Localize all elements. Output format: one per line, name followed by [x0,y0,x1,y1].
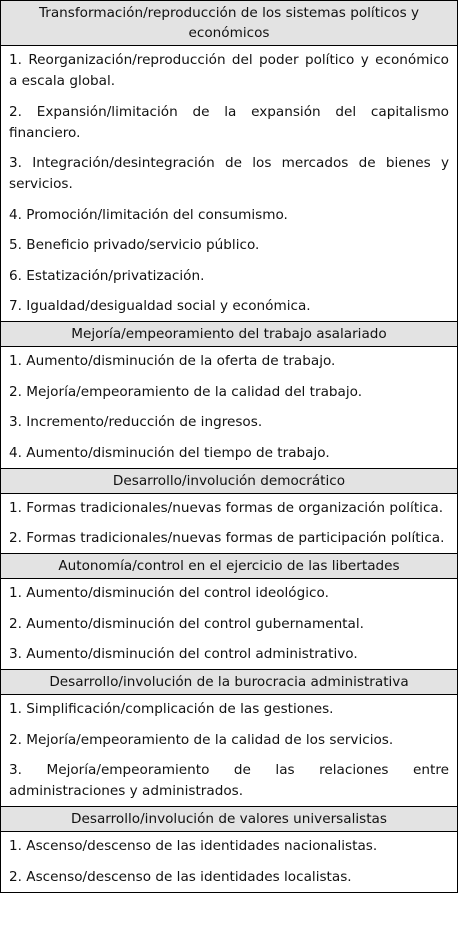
section-heading-trabajo: Mejoría/empeoramiento del trabajo asalariado [1,321,457,347]
list-item: 3. Incremento/reducción de ingresos. [9,414,263,430]
list-item: 1. Reorganización/reproducción del poder político y económico a escala global. [9,52,449,89]
list-item: 1. Simplificación/complicación de las gestiones. [9,701,334,717]
list-item: 1. Aumento/disminución de la oferta de trabajo. [9,353,336,369]
list-item: 7. Igualdad/desigualdad social y económica. [9,298,311,314]
list-item: 2. Mejoría/empeoramiento de la calidad del trabajo. [9,383,363,400]
list-item: 4. Aumento/disminución del tiempo de trabajo. [9,444,330,461]
section-heading-burocracia: Desarrollo/involución de la burocracia administrativa [1,669,457,695]
section-items-politico-economico [1,46,457,321]
list-item: 2. Formas tradicionales/nuevas formas de participación política. [9,530,445,546]
list-item: 3. Integración/desintegración de los mercados de bienes y servicios. [9,155,449,192]
section-items-trabajo [1,347,457,468]
section-heading-valores: Desarrollo/involución de valores universalistas [1,806,457,832]
list-item: 2. Ascenso/descenso de las identidades localistas. [9,868,352,885]
list-item: 1. Ascenso/descenso de las identidades nacionalistas. [9,838,378,854]
list-item: 1. Aumento/disminución del control ideológico. [9,585,329,601]
section-heading-democratico: Desarrollo/involución democrático [1,468,457,494]
list-item: 5. Beneficio privado/servicio público. [9,237,260,253]
list-item: 3. Aumento/disminución del control administrativo. [9,646,358,662]
list-item: 4. Promoción/limitación del consumismo. [9,206,288,223]
section-heading-politico-economico: Transformación/reproducción de los sistemas políticos y económicos [1,1,457,46]
list-item: 2. Aumento/disminución del control gubernamental. [9,615,364,632]
section-items-valores [1,832,457,892]
section-heading-libertades: Autonomía/control en el ejercicio de las libertades [1,553,457,579]
section-items-democratico [1,494,457,554]
list-item: 6. Estatización/privatización. [9,267,205,284]
list-item: 2. Mejoría/empeoramiento de la calidad de los servicios. [9,731,394,748]
section-items-libertades [1,579,457,669]
list-item: 3. Mejoría/empeoramiento de las relaciones entre administraciones y administrados. [9,762,449,799]
list-item: 2. Expansión/limitación de la expansión del capitalismo financiero. [9,103,449,141]
list-item: 1. Formas tradicionales/nuevas formas de organización política. [9,499,444,516]
section-items-burocracia [1,695,457,806]
